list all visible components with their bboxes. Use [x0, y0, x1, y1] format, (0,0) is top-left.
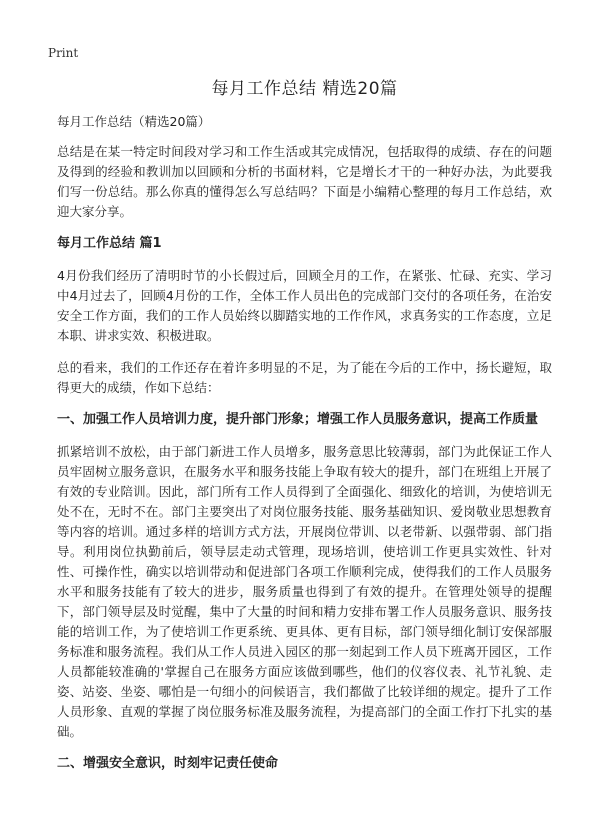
section-paragraph-2: 总的看来，我们的工作还存在着许多明显的不足，为了能在今后的工作中，扬长避短，取得更大的成绩，作如下总结：	[57, 360, 552, 395]
subheading-1: 一、加强工作人员培训力度，提升部门形象；增强工作人员服务意识，提高工作质量	[57, 412, 539, 427]
subheading-2: 二、增强安全意识，时刻牢记责任使命	[57, 756, 279, 771]
print-label[interactable]: Print	[48, 46, 79, 60]
subheading-1-paragraph: 抓紧培训不放松，由于部门新进工作人员增多，服务意思比较薄弱，部门为此保证工作人员牢固树立服务意识，在服务水平和服务技能上争取有较大的提升，部门在班组上开展了有效的专业陪训。因此，部门所有工作人员得到了全面强化、细致化的培训，为使培训无处不在，无时不在。部门主要突出了对岗位服务技能、服务基础知识、爱岗敬业思想教育等内容的培训。通过多样的培训方式方法，开展岗位带训、以老带新、以强带弱、部门指导。利用岗位执勤前后，领导层走动式管理，现场培训，使培训工作更具实效性、针对性、可操作性，确实以培训带动和促进部门各项工作顺利完成，使得我们的工作人员服务水平和服务技能有了较大的进步，服务质量也得到了有效的提升。在管理处领导的提醒下，部门领导层及时觉醒，集中了大量的时间和精力安排布署工作人员服务意识、服务技能的培训工作，为了使培训工作更系统、更具体、更有目标，部门领导细化制订安保部服务标准和服务流程。我们从工作人员进入园区的那一刻起到工作人员下班离开园区，工作人员都能较准确的'掌握自己在服务方面应该做到哪些，他们的仪容仪表、礼节礼貌、走姿、站姿、坐姿、哪怕是一句细小的问候语言，我们都做了比较详细的规定。提升了工作人员形象、直观的掌握了岗位服务标准及服务流程，为提高部门的全面工作打下扎实的基础。	[57, 444, 552, 739]
section-title: 每月工作总结 篇1	[57, 236, 162, 251]
document-page	[57, 76, 552, 786]
section-paragraph-1: 4月份我们经历了清明时节的小长假过后，回顾全月的工作，在紧张、忙碌、充实、学习中4月过去了，回顾4月份的工作，全体工作人员出色的完成部门交付的各项任务，在治安安全工作方面，我们的工作人员始终以脚踏实地的工作作风，求真务实的工作态度，立足本职、讲求实效、积极进取。	[57, 268, 552, 343]
page-title: 每月工作总结 精选20篇	[211, 79, 398, 99]
document-subtitle: 每月工作总结（精选20篇）	[57, 114, 211, 129]
intro-paragraph: 总结是在某一特定时间段对学习和工作生活或其完成情况，包括取得的成绩、存在的问题及得到的经验和教训加以回顾和分析的书面材料，它是增长才干的一种好办法，为此要我们写一份总结。那么你真的懂得怎么写总结吗？下面是小编精心整理的每月工作总结，欢迎大家分享。	[57, 144, 552, 219]
